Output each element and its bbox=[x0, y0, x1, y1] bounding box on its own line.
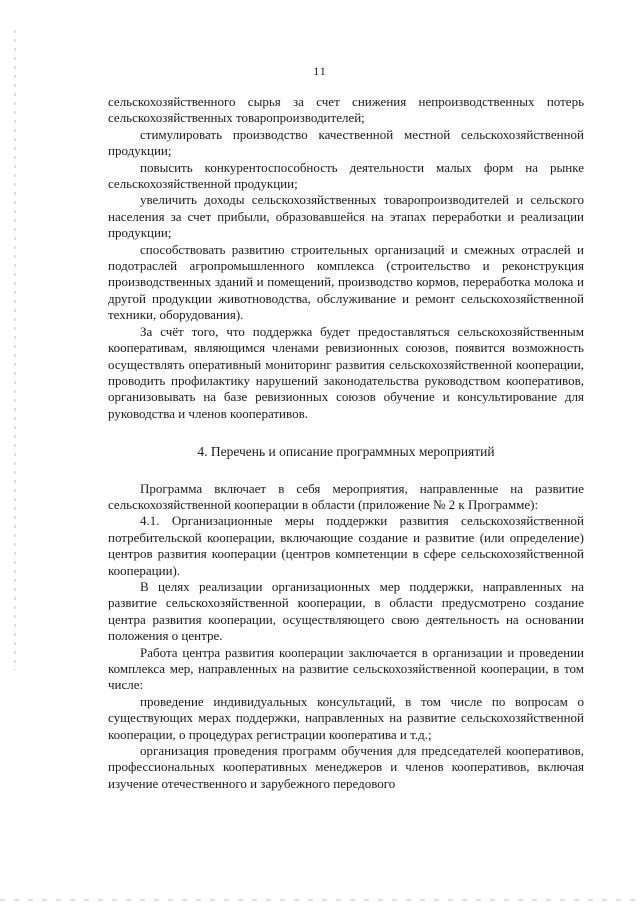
document-body bbox=[108, 94, 584, 792]
scan-edge-artifact bbox=[14, 30, 16, 670]
page-number: 11 bbox=[313, 64, 327, 78]
paragraph: За счёт того, что поддержка будет предоставляться сельскохозяйственным кооперативам, являющимся членами ревизионных союзов, появится возможность осуществлять оперативный мониторинг развития сельскохозяйственной кооперации, проводить профилактику нарушений законодательства руководством кооперативов, организовывать на базе ревизионных союзов обучение и консультирование для руководства и членов кооперативов. bbox=[108, 323, 584, 421]
scan-bottom-artifact bbox=[0, 899, 640, 901]
paragraph: способствовать развитию строительных организаций и смежных отраслей и подотраслей агропромышленного комплекса (строительство и реконструкция производственных зданий и помещений, производство кормов, переработка молока и другой продукции животноводства, обслуживание и ремонт сельскохозяйственной техники, оборудования). bbox=[108, 241, 584, 323]
paragraph: стимулировать производство качественной местной сельскохозяйственной продукции; bbox=[108, 126, 584, 159]
paragraph: увеличить доходы сельскохозяйственных товаропроизводителей и сельского населения за счет прибыли, образовавшейся на этапах переработки и реализации продукции; bbox=[108, 192, 584, 241]
paragraph: 4.1. Организационные меры поддержки развития сельскохозяйственной потребительской кооперации, включающие создание и развитие (или определение) центров развития кооперации (центров компетенции в сфере сельскохозяйственной кооперации). bbox=[108, 513, 584, 578]
paragraph: сельскохозяйственного сырья за счет снижения непроизводственных потерь сельскохозяйственных товаропроизводителей; bbox=[108, 94, 584, 126]
section-heading: 4. Перечень и описание программных мероприятий bbox=[197, 444, 495, 460]
paragraph: повысить конкурентоспособность деятельности малых форм на рынке сельскохозяйственной продукции; bbox=[108, 159, 584, 192]
paragraph: Программа включает в себя мероприятия, направленные на развитие сельскохозяйственной кооперации в области (приложение № 2 к Программе): bbox=[108, 480, 584, 512]
paragraph: В целях реализации организационных мер поддержки, направленных на развитие сельскохозяйственной кооперации, в области предусмотрено создание центра развития кооперации, осуществляющего свою деятельность на основании положения о центре. bbox=[108, 578, 584, 644]
paragraph: организация проведения программ обучения для председателей кооперативов, профессиональных кооперативных менеджеров и членов кооперативов, включая изучение отечественного и зарубежного передового bbox=[108, 743, 584, 791]
paragraph: Работа центра развития кооперации заключается в организации и проведении комплекса мер, направленных на развитие сельскохозяйственной кооперации, в том числе: bbox=[108, 644, 584, 693]
paragraph: проведение индивидуальных консультаций, в том числе по вопросам о существующих мерах поддержки, направленных на развитие сельскохозяйственной кооперации, о процедурах регистрации кооператива и т.д.; bbox=[108, 693, 584, 742]
